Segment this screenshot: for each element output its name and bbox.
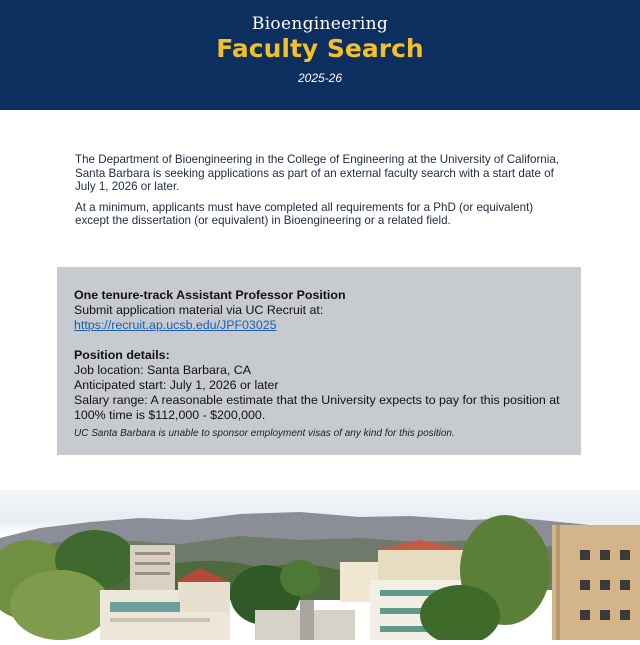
anticipated-start: Anticipated start: July 1, 2026 or later	[74, 378, 279, 392]
visa-note: UC Santa Barbara is unable to sponsor employment visas of any kind for this position.	[74, 428, 455, 439]
details-heading: Position details:	[74, 348, 170, 362]
intro-section	[75, 153, 565, 235]
salary-range: Salary range: A reasonable estimate that the University expects to pay for this position at 100% time is $112,000 - $200,000.	[74, 393, 560, 422]
position-info-box	[57, 267, 581, 455]
campus-photo	[0, 490, 640, 640]
position-heading: One tenure-track Assistant Professor Position	[74, 288, 346, 302]
page-title: Faculty Search	[216, 34, 424, 63]
job-location: Job location: Santa Barbara, CA	[74, 363, 252, 377]
campus-landscape-image	[0, 490, 640, 640]
header-banner	[0, 0, 640, 110]
academic-year: 2025-26	[297, 71, 343, 85]
uc-recruit-link[interactable]: https://recruit.ap.ucsb.edu/JPF03025	[74, 318, 277, 332]
department-name: Bioengineering	[251, 14, 389, 34]
submit-instructions: Submit application material via UC Recruit at:	[74, 303, 324, 317]
intro-paragraph-1: The Department of Bioengineering in the College of Engineering at the University of California, Santa Barbara is seeking applications as part of an external faculty search with a start date of July 1, 2026 or later.	[75, 153, 559, 193]
intro-paragraph-2: At a minimum, applicants must have completed all requirements for a PhD (or equivalent) except the dissertation (or equivalent) in Bioengineering or a related field.	[75, 200, 534, 227]
